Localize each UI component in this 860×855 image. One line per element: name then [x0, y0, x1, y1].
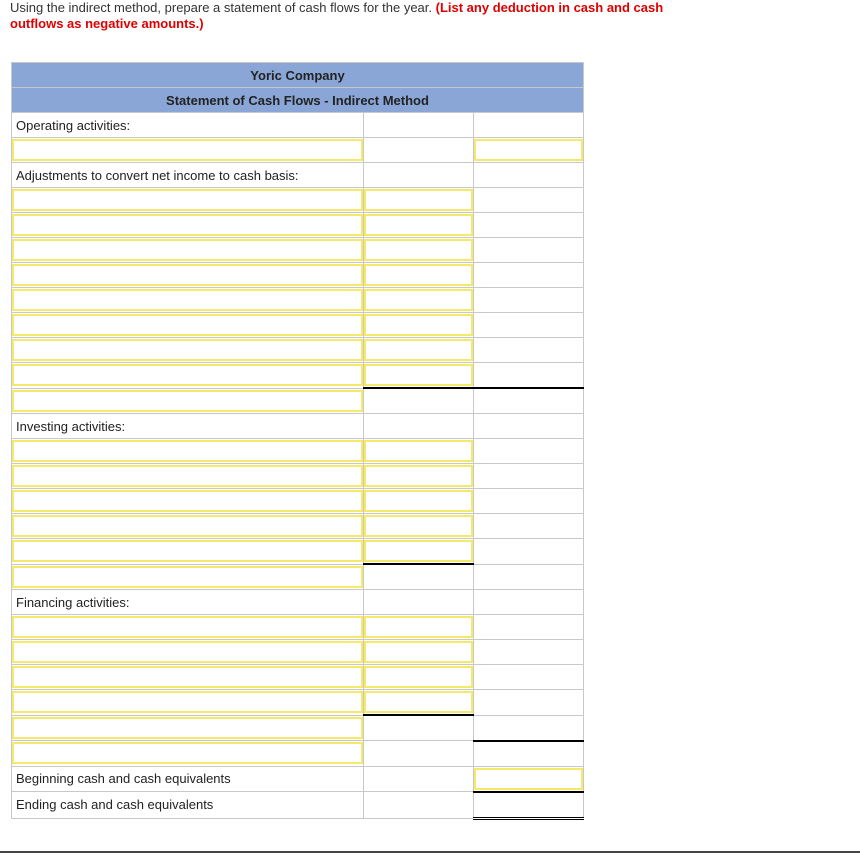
cash-flow-statement-table [11, 62, 584, 820]
investing-total-desc-input[interactable] [12, 566, 363, 588]
adjustment-desc-input[interactable] [12, 289, 363, 311]
investing-amount-input[interactable] [364, 515, 473, 537]
table-row [12, 564, 584, 590]
table-row [12, 138, 584, 163]
adjustment-amount-input[interactable] [364, 239, 473, 261]
adjustment-amount-input[interactable] [364, 214, 473, 236]
table-row [12, 464, 584, 489]
table-row [12, 188, 584, 213]
financing-desc-input[interactable] [12, 691, 363, 713]
adjustment-desc-input[interactable] [12, 364, 363, 386]
adjustment-desc-input[interactable] [12, 314, 363, 336]
adjustment-amount-input[interactable] [364, 189, 473, 211]
financing-total-desc-input[interactable] [12, 717, 363, 739]
table-row [12, 363, 584, 389]
table-row [12, 313, 584, 338]
table-row [12, 640, 584, 665]
financing-amount-input[interactable] [364, 641, 473, 663]
table-row [12, 288, 584, 313]
table-row [12, 690, 584, 716]
investing-activities-label: Investing activities: [12, 414, 364, 439]
investing-desc-input[interactable] [12, 490, 363, 512]
financing-desc-input[interactable] [12, 616, 363, 638]
financing-activities-label: Financing activities: [12, 590, 364, 615]
financing-amount-input[interactable] [364, 616, 473, 638]
table-row [12, 514, 584, 539]
adjustment-amount-input[interactable] [364, 289, 473, 311]
table-row [12, 715, 584, 741]
financing-desc-input[interactable] [12, 641, 363, 663]
investing-desc-input[interactable] [12, 440, 363, 462]
table-row [12, 238, 584, 263]
adjustment-amount-input[interactable] [364, 264, 473, 286]
net-change-desc-input[interactable] [12, 742, 363, 764]
investing-amount-input[interactable] [364, 490, 473, 512]
table-row [12, 489, 584, 514]
adjustment-desc-input[interactable] [12, 339, 363, 361]
table-row [12, 263, 584, 288]
adjustment-desc-input[interactable] [12, 189, 363, 211]
investing-desc-input[interactable] [12, 515, 363, 537]
instruction-text: Using the indirect method, prepare a statement of cash flows for the year. [10, 0, 432, 15]
adjustment-desc-input[interactable] [12, 264, 363, 286]
investing-amount-input[interactable] [364, 540, 473, 562]
adjustments-label: Adjustments to convert net income to cash basis: [12, 163, 364, 188]
table-row [12, 338, 584, 363]
beginning-cash-label: Beginning cash and cash equivalents [12, 766, 364, 792]
table-row [12, 741, 584, 767]
instructions [10, 0, 710, 32]
adjustment-amount-input[interactable] [364, 314, 473, 336]
adjustment-amount-input[interactable] [364, 364, 473, 386]
financing-desc-input[interactable] [12, 666, 363, 688]
table-row [12, 539, 584, 565]
investing-desc-input[interactable] [12, 540, 363, 562]
ending-cash-label: Ending cash and cash equivalents [12, 792, 364, 819]
operating-activities-label: Operating activities: [12, 113, 364, 138]
investing-amount-input[interactable] [364, 465, 473, 487]
investing-desc-input[interactable] [12, 465, 363, 487]
table-row [12, 388, 584, 414]
table-row [12, 665, 584, 690]
instruction-highlight: (List any deduction in cash and cash outflows as negative amounts.) [10, 0, 664, 31]
net-income-amount-input[interactable] [474, 139, 583, 161]
financing-amount-input[interactable] [364, 691, 473, 713]
adjustment-desc-input[interactable] [12, 239, 363, 261]
table-row [12, 615, 584, 640]
financing-amount-input[interactable] [364, 666, 473, 688]
statement-title: Statement of Cash Flows - Indirect Method [12, 88, 584, 113]
adjustment-amount-input[interactable] [364, 339, 473, 361]
table-row [12, 439, 584, 464]
operating-desc-input[interactable] [12, 139, 363, 161]
investing-amount-input[interactable] [364, 440, 473, 462]
beginning-cash-input[interactable] [474, 768, 583, 790]
operating-total-desc-input[interactable] [12, 390, 363, 412]
bottom-divider [0, 851, 860, 853]
company-name: Yoric Company [12, 63, 584, 88]
adjustment-desc-input[interactable] [12, 214, 363, 236]
table-row [12, 213, 584, 238]
